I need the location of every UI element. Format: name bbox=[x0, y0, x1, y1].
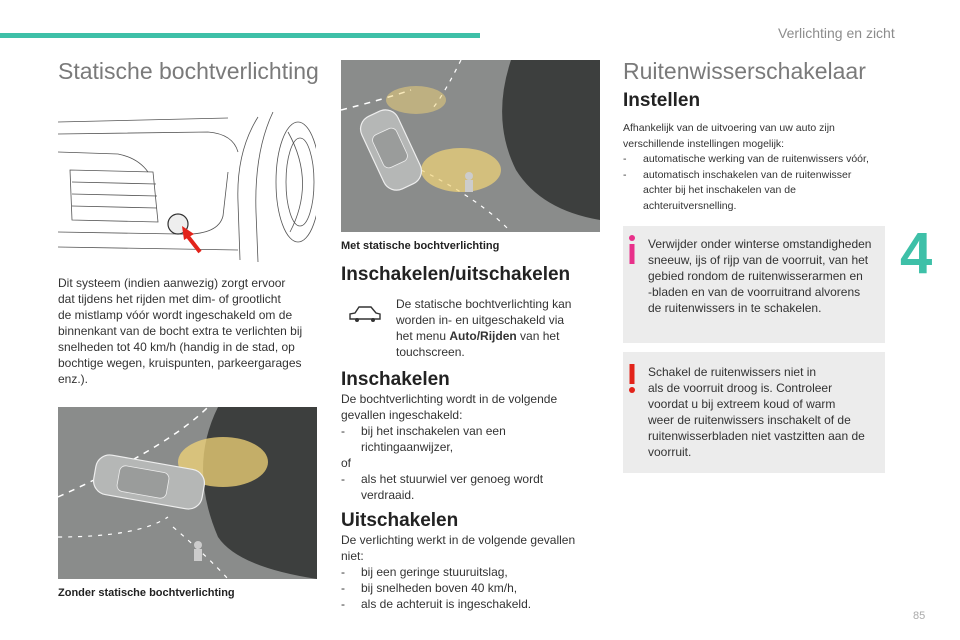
info-icon bbox=[626, 234, 638, 264]
wiper-intro: Afhankelijk van de uitvoering van uw auto zijn verschillende instellingen mogelijk: - automatische werking van de ruitenwissers vóór, - automatisch inschakelen van de ruitenwisser achter bij het inschakelen van de achteruitversnelling. bbox=[623, 121, 893, 214]
warning-note: Schakel de ruitenwissers niet in als de voorruit droog is. Controleer voordat u bij extreem koud of warm weer de ruitenwissers inschakelt of de ruitenwisserbladen niet vastzitten aan de voorruit. bbox=[623, 352, 885, 473]
menu-name: Auto/Rijden bbox=[449, 329, 517, 343]
section-title: Verlichting en zicht bbox=[778, 25, 895, 41]
car-icon bbox=[348, 305, 382, 323]
list-item: - automatische werking van de ruitenwissers vóór, bbox=[623, 153, 869, 165]
on-heading: Inschakelen bbox=[341, 369, 450, 390]
warning-icon bbox=[626, 364, 638, 394]
page-number: 85 bbox=[913, 610, 926, 622]
switch-paragraph: De statische bochtverlichting kan worden in- en uitgeschakeld via het menu Auto/Rijden van het touchscreen. bbox=[396, 297, 572, 359]
info-note: Verwijder onder winterse omstandigheden sneeuw, ijs of rijp van de voorruit, van het gebied rondom de ruitenwisserarmen en -bladen en van de voorruitrand alvorens de ruitenwissers in te schakelen. bbox=[623, 226, 885, 343]
list-item: - als het stuurwiel ver genoeg wordt verdraaid. bbox=[341, 472, 544, 502]
list-item: - bij een geringe stuuruitslag, bbox=[341, 565, 508, 579]
caption-without: Zonder statische bochtverlichting bbox=[58, 587, 235, 599]
list-item: - bij het inschakelen van een richtingaanwijzer, bbox=[341, 424, 506, 454]
wiper-title: Ruitenwisserschakelaar bbox=[623, 58, 866, 84]
caption-with: Met statische bochtverlichting bbox=[341, 240, 500, 252]
list-item: - als de achteruit is ingeschakeld. bbox=[341, 597, 532, 611]
off-heading: Uitschakelen bbox=[341, 510, 459, 531]
road-illustration-without bbox=[58, 407, 317, 579]
chapter-number: 4 bbox=[900, 221, 933, 286]
list-item: - automatisch inschakelen van de ruitenwisser achter bij het inschakelen van de achteruitversnelling. bbox=[623, 168, 852, 212]
intro-paragraph: Dit systeem (indien aanwezig) zorgt ervoor dat tijdens het rijden met dim- of grootlicht de mistlamp vóór wordt ingeschakeld om de binnenkant van de bocht extra te verlichten bij snelheden tot 40 km/h (handig in de stad, op bochtige wegen, kruispunten, parkeergarages enz.). bbox=[58, 276, 303, 386]
page-title: Statische bochtverlichting bbox=[58, 58, 319, 84]
switch-heading: Inschakelen/uitschakelen bbox=[341, 264, 571, 285]
fog-lamp-illustration bbox=[58, 112, 316, 262]
off-paragraph: De verlichting werkt in de volgende gevallen niet: - bij een geringe stuuruitslag, - bij snelheden boven 40 km/h, - als de achteruit is ingeschakeld. bbox=[341, 532, 591, 612]
road-illustration-with bbox=[341, 60, 600, 232]
header-accent-bar bbox=[0, 33, 480, 38]
list-item: - bij snelheden boven 40 km/h, bbox=[341, 581, 518, 595]
wiper-subtitle: Instellen bbox=[623, 90, 701, 111]
on-paragraph: De bochtverlichting wordt in de volgende gevallen ingeschakeld: - bij het inschakelen van een richtingaanwijzer, of - als het stuurwiel ver genoeg wordt verdraaid. bbox=[341, 391, 591, 503]
